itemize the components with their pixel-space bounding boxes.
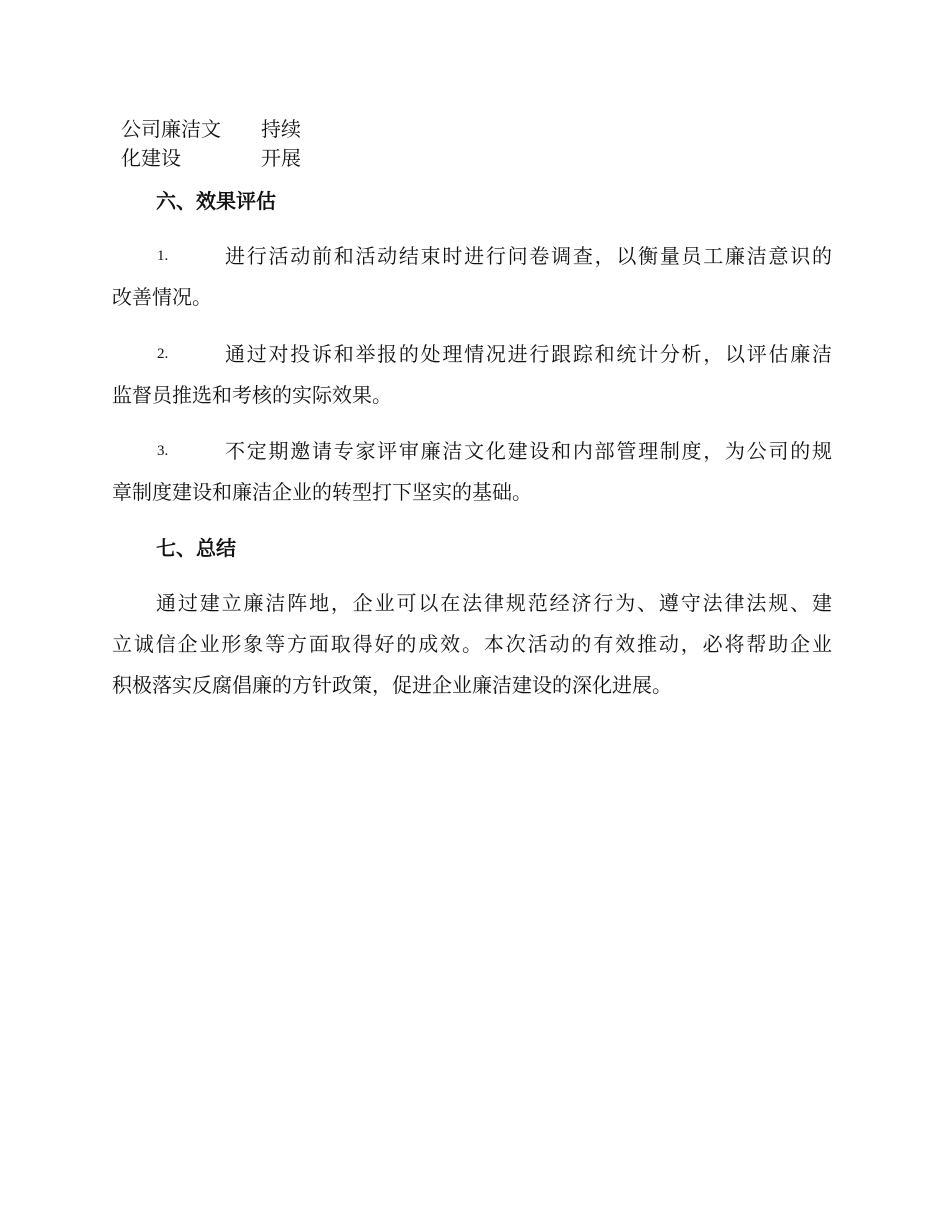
table-cell-item [121,115,221,173]
list-item-text-line: 通过对投诉和举报的处理情况进行跟踪和统计分析，以评估廉洁 [225,342,832,366]
list-item-text-line: 改善情况。 [112,285,212,309]
list-item [112,236,832,318]
list-item [112,334,832,416]
list-item [112,431,832,513]
list-item-number: 3. [157,443,169,459]
table-cell-status [261,115,301,173]
list-item-text-line: 监督员推选和考核的实际效果。 [112,383,392,407]
paragraph-line: 通过建立廉洁阵地，企业可以在法律规范经济行为、遵守法律法规、建 [156,591,832,615]
section-heading-evaluation: 六、效果评估 [156,189,276,213]
list-item-number: 2. [157,346,169,362]
section-heading-summary: 七、总结 [156,536,236,560]
table-cell-line: 开展 [261,146,301,170]
list-item-text-line: 不定期邀请专家评审廉洁文化建设和内部管理制度，为公司的规 [225,439,832,463]
table-cell-line: 化建设 [121,146,181,170]
summary-paragraph [112,583,832,706]
paragraph-line: 积极落实反腐倡廉的方针政策，促进企业廉洁建设的深化进展。 [112,673,672,697]
list-item-text-line: 章制度建设和廉洁企业的转型打下坚实的基础。 [112,480,532,504]
table-cell-line: 公司廉洁文 [121,117,221,141]
list-item-number: 1. [157,248,169,264]
paragraph-line: 立诚信企业形象等方面取得好的成效。本次活动的有效推动，必将帮助企业 [112,632,832,656]
table-cell-line: 持续 [261,117,301,141]
list-item-text-line: 进行活动前和活动结束时进行问卷调查，以衡量员工廉洁意识的 [225,244,832,268]
